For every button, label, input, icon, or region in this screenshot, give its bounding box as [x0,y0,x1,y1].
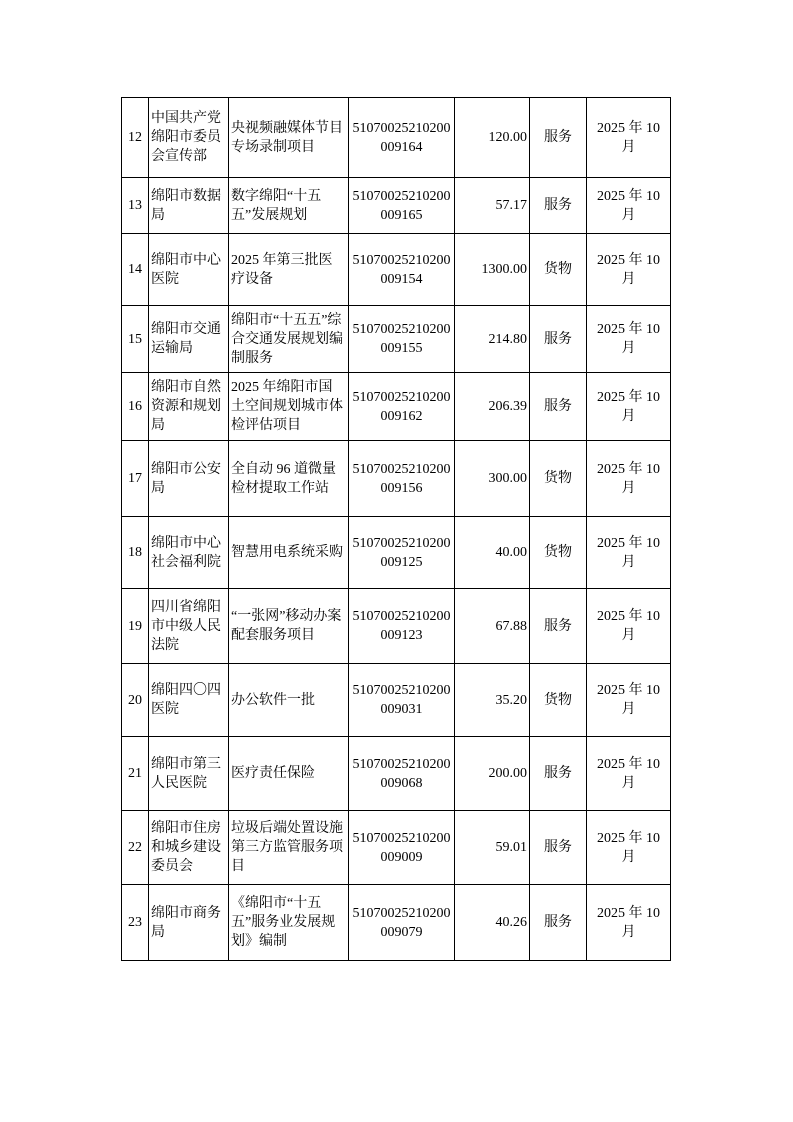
date-cell: 2025 年 10 月 [587,885,671,961]
project-name-cell: 数字绵阳“十五五”发展规划 [229,178,349,234]
project-code-line2: 009125 [380,554,423,570]
type-cell: 货物 [530,441,587,517]
amount-cell: 59.01 [455,811,530,885]
project-code-cell [349,517,455,589]
project-code-line2: 009009 [380,849,423,865]
amount-cell: 300.00 [455,441,530,517]
project-name-cell: “一张网”移动办案配套服务项目 [229,589,349,664]
project-code-line1: 51070025210200 [352,389,451,405]
amount-cell: 40.26 [455,885,530,961]
project-code-line1: 51070025210200 [352,756,451,772]
date-cell: 2025 年 10 月 [587,234,671,306]
project-code-line2: 009068 [380,775,423,791]
project-code-line1: 51070025210200 [352,683,451,698]
procurement-table [121,97,671,961]
table-row [122,98,671,178]
purchaser-cell: 绵阳市住房和城乡建设委员会 [149,811,229,885]
date-cell: 2025 年 10 月 [587,664,671,737]
project-code-line1: 51070025210200 [352,461,451,477]
project-code-line2: 009031 [380,702,423,717]
type-cell: 货物 [530,517,587,589]
project-code-line2: 009165 [380,207,423,223]
purchaser-cell: 绵阳市数据局 [149,178,229,234]
project-name-cell: 《绵阳市“十五五”服务业发展规划》编制 [229,885,349,961]
table-row [122,811,671,885]
purchaser-cell: 绵阳市中心医院 [149,234,229,306]
table-row [122,589,671,664]
row-number-cell: 23 [122,885,149,961]
project-code-cell [349,373,455,441]
table-row [122,664,671,737]
table-row [122,306,671,373]
project-name-cell: 绵阳市“十五五”综合交通发展规划编制服务 [229,306,349,373]
table-row [122,178,671,234]
amount-cell: 200.00 [455,737,530,811]
purchaser-cell: 绵阳市商务局 [149,885,229,961]
project-code-cell [349,441,455,517]
project-code-line1: 51070025210200 [352,252,451,268]
project-code-cell [349,98,455,178]
type-cell: 服务 [530,373,587,441]
row-number-cell: 16 [122,373,149,441]
procurement-table-body [122,98,671,961]
table-row [122,373,671,441]
date-cell: 2025 年 10 月 [587,811,671,885]
type-cell: 服务 [530,811,587,885]
amount-cell: 40.00 [455,517,530,589]
table-row [122,885,671,961]
amount-cell: 214.80 [455,306,530,373]
project-code-cell [349,664,455,737]
type-cell: 货物 [530,664,587,737]
date-cell: 2025 年 10 月 [587,589,671,664]
type-cell: 服务 [530,885,587,961]
date-cell: 2025 年 10 月 [587,178,671,234]
date-cell: 2025 年 10 月 [587,517,671,589]
purchaser-cell: 绵阳市中心社会福利院 [149,517,229,589]
table-row [122,234,671,306]
project-name-cell: 智慧用电系统采购 [229,517,349,589]
row-number-cell: 17 [122,441,149,517]
purchaser-cell: 绵阳市交通运输局 [149,306,229,373]
type-cell: 服务 [530,589,587,664]
amount-cell: 57.17 [455,178,530,234]
purchaser-cell: 绵阳市自然资源和规划局 [149,373,229,441]
project-code-cell [349,178,455,234]
table-row [122,517,671,589]
project-code-cell [349,306,455,373]
amount-cell: 67.88 [455,589,530,664]
project-name-cell: 2025 年绵阳市国土空间规划城市体检评估项目 [229,373,349,441]
project-name-cell: 央视频融媒体节目专场录制项目 [229,98,349,178]
amount-cell: 35.20 [455,664,530,737]
purchaser-cell: 绵阳市第三人民医院 [149,737,229,811]
row-number-cell: 21 [122,737,149,811]
type-cell: 服务 [530,306,587,373]
project-code-line1: 51070025210200 [352,830,451,846]
purchaser-cell: 绵阳四〇四医院 [149,664,229,737]
date-cell: 2025 年 10 月 [587,306,671,373]
row-number-cell: 13 [122,178,149,234]
row-number-cell: 14 [122,234,149,306]
amount-cell: 120.00 [455,98,530,178]
project-code-line2: 009123 [380,628,423,643]
project-code-line2: 009154 [380,271,423,287]
project-code-line1: 51070025210200 [352,905,451,921]
project-code-line2: 009079 [380,924,423,940]
row-number-cell: 18 [122,517,149,589]
project-name-cell: 医疗责任保险 [229,737,349,811]
project-code-cell [349,589,455,664]
project-code-line1: 51070025210200 [352,188,451,204]
type-cell: 服务 [530,98,587,178]
date-cell: 2025 年 10 月 [587,373,671,441]
amount-cell: 1300.00 [455,234,530,306]
purchaser-cell: 绵阳市公安局 [149,441,229,517]
project-name-cell: 全自动 96 道微量检材提取工作站 [229,441,349,517]
table-row [122,737,671,811]
row-number-cell: 15 [122,306,149,373]
row-number-cell: 19 [122,589,149,664]
row-number-cell: 22 [122,811,149,885]
project-code-cell [349,811,455,885]
type-cell: 货物 [530,234,587,306]
project-code-line1: 51070025210200 [352,535,451,551]
date-cell: 2025 年 10 月 [587,441,671,517]
project-name-cell: 垃圾后端处置设施第三方监管服务项目 [229,811,349,885]
purchaser-cell: 四川省绵阳市中级人民法院 [149,589,229,664]
project-code-line1: 51070025210200 [352,120,451,136]
type-cell: 服务 [530,737,587,811]
table-row [122,441,671,517]
project-code-line2: 009156 [380,480,423,496]
type-cell: 服务 [530,178,587,234]
project-code-cell [349,234,455,306]
project-name-cell: 2025 年第三批医疗设备 [229,234,349,306]
project-code-line1: 51070025210200 [352,609,451,624]
project-code-line2: 009162 [380,408,423,424]
project-code-cell [349,885,455,961]
amount-cell: 206.39 [455,373,530,441]
row-number-cell: 20 [122,664,149,737]
date-cell: 2025 年 10 月 [587,737,671,811]
project-code-line2: 009155 [380,341,423,356]
purchaser-cell: 中国共产党绵阳市委员会宣传部 [149,98,229,178]
project-code-line1: 51070025210200 [352,322,451,337]
project-code-cell [349,737,455,811]
row-number-cell: 12 [122,98,149,178]
project-code-line2: 009164 [380,139,423,155]
project-name-cell: 办公软件一批 [229,664,349,737]
date-cell: 2025 年 10 月 [587,98,671,178]
